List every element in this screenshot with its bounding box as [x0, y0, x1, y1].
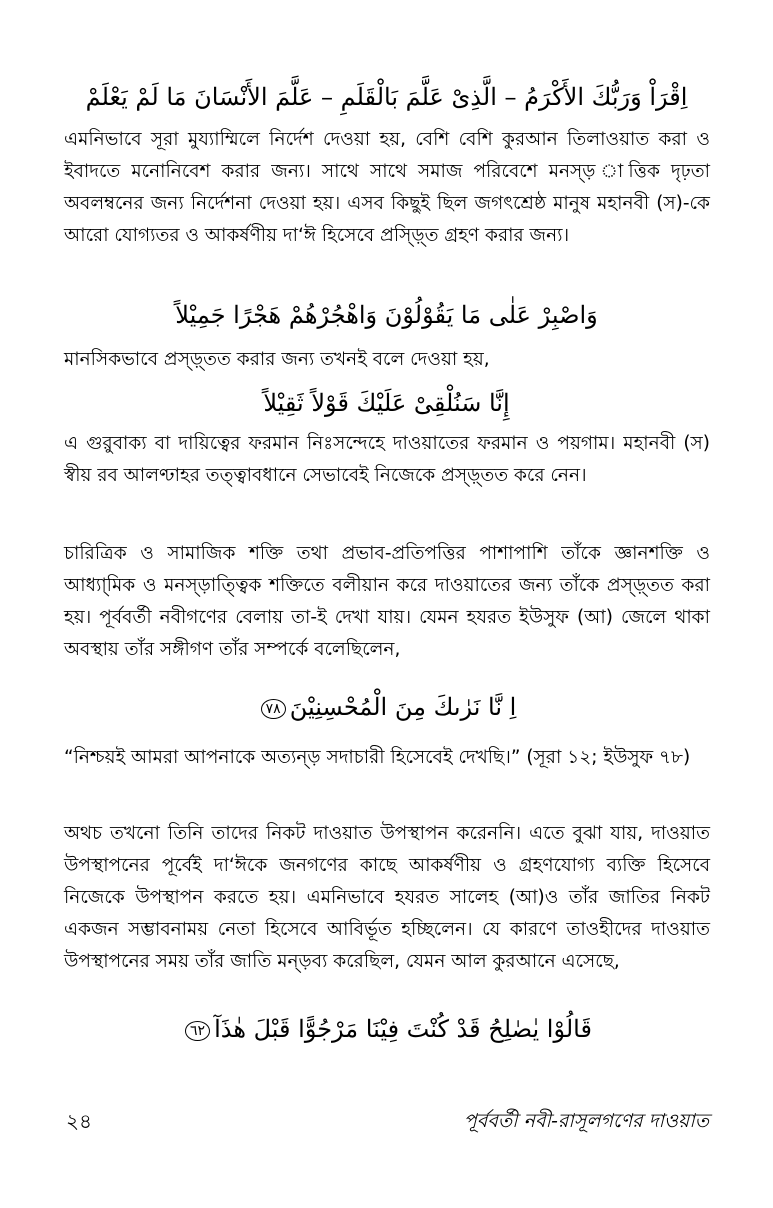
arabic-verse-iqra: اِقْرَاْ وَرَبُّكَ الأَكْرَمُ – الَّذِىْ عَلَّمَ بَالْقَلَمِ – عَلَّمَ الأَنْسَانَ مَا لَمْ يَعْلَمْ	[85, 83, 688, 111]
paragraph-preparation: মানসিকভাবে প্রস্ড়্তত করার জন্য তখনই বলে দেওয়া হয়,	[64, 349, 490, 370]
arabic-verse-wasbir: وَاصْبِرْ عَلٰى مَا يَقُوْلُوْنَ وَاهْجُرْهُمْ هَجْرًا جَمِيْلاً	[175, 301, 598, 329]
verse-number-mark: ٧٨	[261, 699, 286, 719]
arabic-verse-inna-sanulqi: إِنَّا سَنُلْقِىْ عَلَيْكَ قَوْلاً ثَقِيْلاً	[263, 389, 510, 417]
arabic-verse-salih	[60, 1012, 713, 1046]
page-number: ২৪	[66, 1109, 92, 1133]
paragraph-character: চারিত্রিক ও সামাজিক শক্তি তথা প্রভাব-প্রতিপত্তির পাশাপাশি তাঁকে জ্ঞানশক্তি ও আধ্যা্মিক ও মনস্ড়াত্ত্বিক শক্তিতে বলীয়ান করে দাওয়াতের জন্য তাঁকে প্রস্ড়্তত করা হয়। পূর্ববর্তী নবীগণের বেলায় তা-ই দেখা যায়। যেমন হযরত ইউসুফ (আ) জেলে থাকা অবস্থায় তাঁর সঙ্গীগণ তাঁর সম্পর্কে বলেছিলেন,	[64, 543, 710, 660]
arabic-verse-salih-text: قَالُوْا يٰصٰلِحُ قَدْ كُنْتَ فِيْنَا مَرْجُوًّا قَبْلَ هٰذَآ	[214, 1015, 592, 1043]
paragraph-responsibility: এ গুর‍ুবাক্য বা দায়িত্বের ফরমান নিঃসন্দেহে দাওয়াতের ফরমান ও পয়গাম। মহানবী (স) স্বীয় রব আলণ্ঢাহর তত্ত্বাবধানে সেভাবেই নিজেকে প্রস্ড়্তত করে নেন।	[64, 433, 710, 486]
paragraph-muzzammil: এমনিভাবে সূরা মুয্যাম্মিলে নির্দেশ দেওয়া হয়, বেশি বেশি কুরআন তিলাওয়াত করা ও ইবাদতে মনোনিবেশ করার জন্য। সাথে সাথে সমাজ পরিবেশে মনস্ড় াত্তিক দৃঢ়তা অবলম্বনের জন্য নির্দেশনা দেওয়া হয়। এসব কিছুই ছিল জগৎশ্রেষ্ঠ মানুষ মহানবী (স)-কে আরো যোগ্যতর ও আকর্ষণীয় দা‘ঈ হিসেবে প্রস্ড়্তি গ্রহণ করার জন্য।	[64, 129, 710, 246]
verse-number-mark: ٦٢	[185, 1021, 210, 1041]
arabic-verse-yusuf	[60, 690, 713, 724]
running-footer-title: পূর্ববর্তী নবী-রাসূলগণের দাওয়াত	[463, 1110, 709, 1132]
arabic-verse-yusuf-text: اِ نَّا نَرٰىكَ مِنَ الْمُحْسِنِيْنَ	[289, 693, 517, 721]
paragraph-translation: “নিশ্চয়ই আমরা আপনাকে অত্যন্ড় সদাচারী হিসেবেই দেখছি।” (সূরা ১২; ইউসুফ ৭৮)	[64, 747, 691, 768]
paragraph-salih: অথচ তখনো তিনি তাদের নিকট দাওয়াত উপস্থাপন করেননি। এতে বুঝা যায়, দাওয়াত উপস্থাপনের পূর্বেই দা‘ঈকে জনগণের কাছে আকর্ষণীয় ও গ্রহণযোগ্য ব্যক্তি হিসেবে নিজেকে উপস্থাপন করতে হয়। এমনিভাবে হযরত সালেহ (আ)ও তাঁর জাতির নিকট একজন সম্ভাবনাময় নেতা হিসেবে আবির্ভূত হচ্ছিলেন। যে কারণে তাওহীদের দাওয়াত উপস্থাপনের সময় তাঁর জাতি মন্ড়ব্য করেছিল, যেমন আল কুরআনে এসেছে,	[64, 823, 710, 972]
